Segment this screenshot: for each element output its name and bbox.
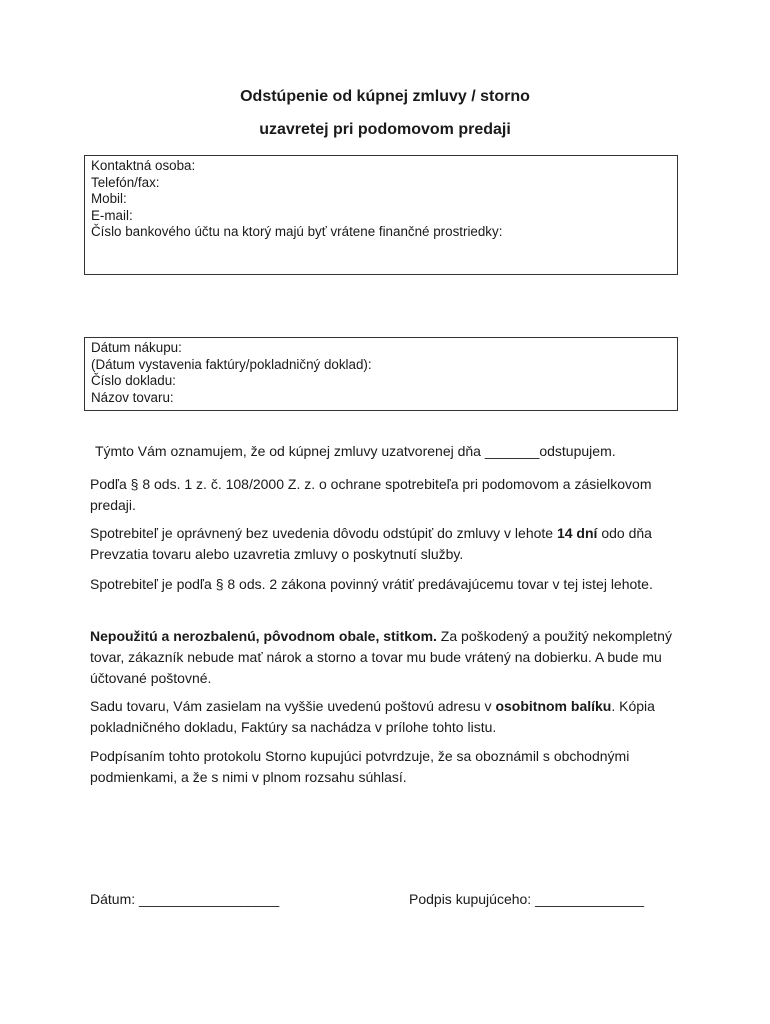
buyer-signature-line: Podpis kupujúceho: ______________ — [409, 891, 645, 907]
document-title: Odstúpenie od kúpnej zmluvy / storno — [240, 88, 530, 105]
shipping-text-b: . Kópia pokladničného dokladu, Faktúry sa nachádza v prílohe tohto listu. — [90, 698, 655, 735]
purchase-info-box — [84, 337, 678, 411]
agreement-paragraph: Podpísaním tohto protokolu Storno kupujúci potvrdzuje, že sa oboznámil s obchodnými podmienkami, a že s nimi v plnom rozsahu súhlasí. — [90, 748, 630, 785]
document-number-label: Číslo dokladu: — [91, 373, 176, 388]
contact-person-label: Kontaktná osoba: — [91, 158, 196, 173]
withdrawal-period-paragraph — [90, 523, 690, 565]
legal-reference-paragraph: Podľa § 8 ods. 1 z. č. 108/2000 Z. z. o ochrane spotrebiteľa pri podomovom a zásielkovom predaji. — [90, 476, 652, 513]
product-condition-text: Za poškodený a použitý nekompletný tovar, zákazník nebude mať nárok a storno a tovar mu bude vrátený na dobierku. A bude mu účtované poštovné. — [90, 628, 672, 686]
shipping-package-bold: osobitnom balíku — [495, 698, 612, 714]
invoice-date-label: (Dátum vystavenia faktúry/pokladničný doklad): — [91, 356, 372, 372]
withdrawal-period-text-a: Spotrebiteľ je oprávnený bez uvedenia dôvodu odstúpiť do zmluvy v lehote — [90, 525, 557, 541]
document-subtitle: uzavretej pri podomovom predaji — [259, 121, 511, 138]
phone-fax-label: Telefón/fax: — [91, 174, 160, 190]
shipping-paragraph — [90, 696, 690, 738]
contact-info-box — [84, 155, 678, 275]
product-condition-bold: Nepoužitú a nerozbalenú, pôvodnom obale, stitkom. — [90, 628, 437, 644]
product-name-label: Názov tovaru: — [91, 389, 174, 405]
mobile-label: Mobil: — [91, 191, 127, 206]
bank-account-label: Číslo bankového účtu na ktorý majú byť vrátene finančné prostriedky: — [91, 224, 503, 239]
date-signature-line: Dátum: __________________ — [90, 891, 280, 907]
product-condition-paragraph — [90, 626, 690, 689]
withdrawal-statement: Týmto Vám oznamujem, že od kúpnej zmluvy uzatvorenej dňa _______odstupujem. — [95, 443, 616, 459]
withdrawal-period-text-b: odo dňa Prevzatia tovaru alebo uzavretia zmluvy o poskytnutí služby. — [90, 525, 652, 562]
email-label: E-mail: — [91, 207, 133, 223]
return-obligation-paragraph: Spotrebiteľ je podľa § 8 ods. 2 zákona povinný vrátiť predávajúcemu tovar v tej istej lehote. — [90, 576, 653, 592]
purchase-date-label: Dátum nákupu: — [91, 340, 182, 355]
shipping-text-a: Sadu tovaru, Vám zasielam na vyššie uvedenú poštovú adresu v — [90, 698, 496, 714]
withdrawal-period-days: 14 dní — [556, 525, 598, 541]
